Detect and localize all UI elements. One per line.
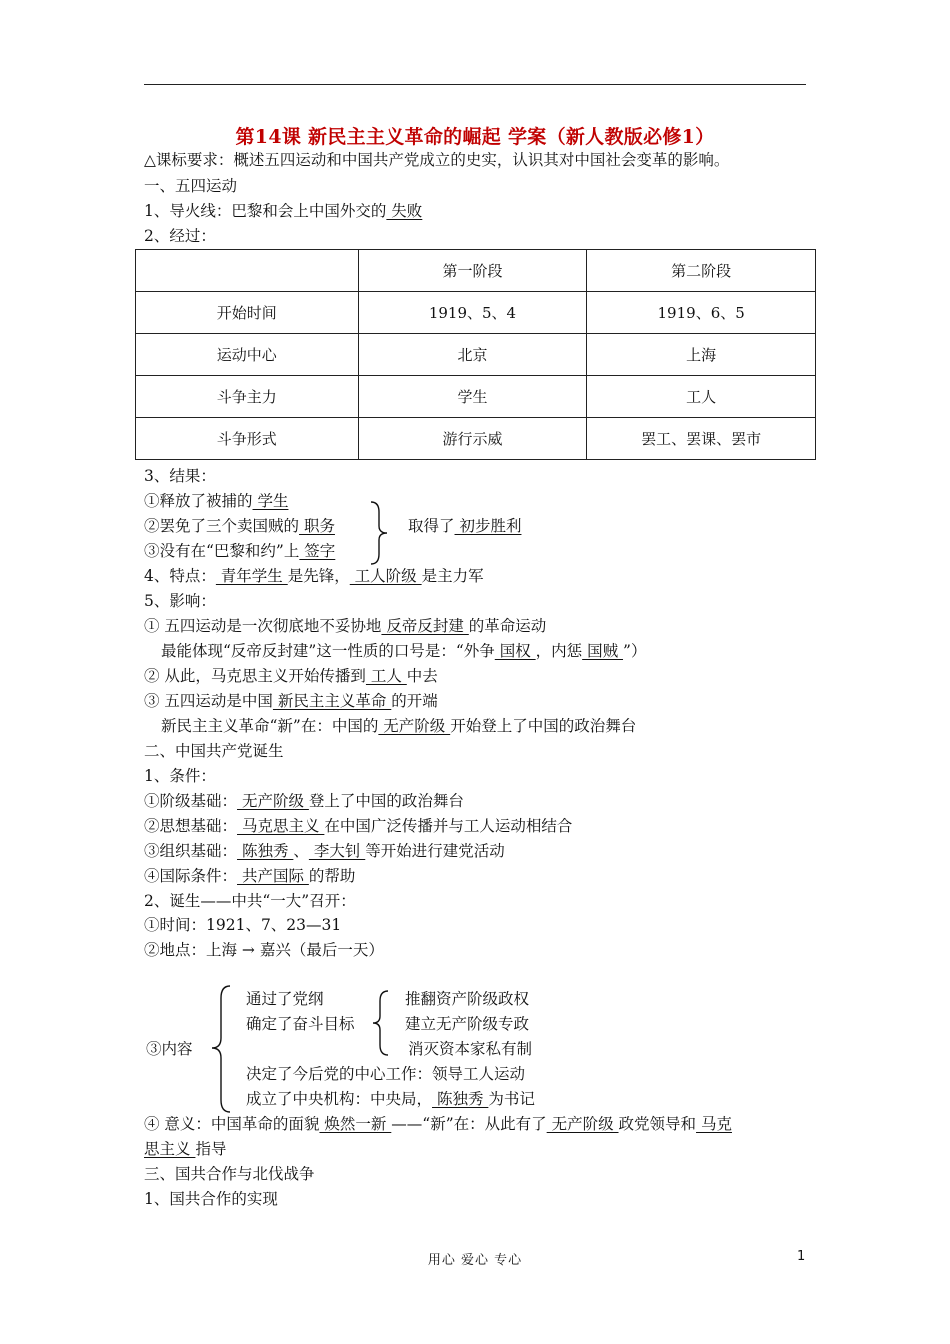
organ-suffix: 为书记 <box>488 1090 535 1108</box>
conditions-label: 1、条件： <box>144 767 216 785</box>
header-rule <box>144 84 806 85</box>
table-cell: 上海 <box>587 334 816 376</box>
goal-3: 消灭资本家私有制 <box>408 1040 533 1058</box>
new-suffix: 开始登上了中国的政治舞台 <box>450 717 637 735</box>
table-header-cell: 第一阶段 <box>358 250 587 292</box>
features-answer-2: 工人阶级 <box>349 567 422 585</box>
condition-1-suffix: 登上了中国的政治舞台 <box>308 792 464 810</box>
condition-4-answer: 共产国际 <box>237 867 309 885</box>
course-requirement: △课标要求：概述五四运动和中国共产党成立的史实，认识其对中国社会变革的影响。 <box>144 151 730 169</box>
significance-line-2 <box>144 1139 226 1159</box>
condition-4-suffix: 的帮助 <box>308 867 356 885</box>
result-3-answer: 签字 <box>299 542 336 560</box>
left-brace-icon <box>208 984 234 1114</box>
significance-answer-3: 马克 <box>696 1115 732 1133</box>
page-title: 第14课 新民主主义革命的崛起 学案（新人教版必修1） <box>235 126 715 148</box>
result-2 <box>144 516 335 536</box>
result-gain-text: 取得了 <box>408 517 455 535</box>
result-3-text: ③没有在“巴黎和约”上 <box>144 542 300 560</box>
table-row <box>136 376 816 418</box>
influence-1-slogan <box>161 641 646 661</box>
table-cell: 1919、5、4 <box>358 292 587 334</box>
condition-1-answer: 无产阶级 <box>237 792 309 810</box>
significance-answer-1: 焕然一新 <box>319 1115 392 1133</box>
features-suffix: 是主力军 <box>421 567 484 585</box>
condition-3-mid: 、 <box>293 842 309 860</box>
section-3-sub-1: 1、国共合作的实现 <box>144 1190 278 1208</box>
process-label: 2、经过： <box>144 227 216 245</box>
influence-3-answer: 新民主主义革命 <box>272 692 392 710</box>
slogan-mid: ，内惩 <box>535 642 583 660</box>
significance-text: ④ 意义：中国革命的面貌 <box>144 1115 320 1133</box>
condition-4-text: ④国际条件： <box>144 867 238 885</box>
content-item-3: 决定了今后党的中心工作：领导工人运动 <box>246 1065 526 1083</box>
table-cell: 罢工、罢课、罢市 <box>587 418 816 460</box>
slogan-suffix: ”） <box>623 642 647 660</box>
features-mid: 是先锋， <box>287 567 350 585</box>
table-cell: 斗争主力 <box>136 376 359 418</box>
birth-line: 2、诞生——中共“一大”召开： <box>144 892 356 910</box>
may-fourth-table <box>135 249 816 460</box>
influence-2-suffix: 中去 <box>406 667 438 685</box>
influence-3-text: ③ 五四运动是中国 <box>144 692 273 710</box>
condition-2-answer: 马克思主义 <box>237 817 325 835</box>
new-text: 新民主主义革命“新”在：中国的 <box>161 717 379 735</box>
organ-text: 成立了中央机构：中央局， <box>246 1090 433 1108</box>
influence-3-new <box>161 716 636 736</box>
condition-3-answer-1: 陈独秀 <box>237 842 294 860</box>
result-gain <box>408 516 521 536</box>
table-cell: 1919、6、5 <box>587 292 816 334</box>
influence-2-answer: 工人 <box>365 667 407 685</box>
condition-3-text: ③组织基础： <box>144 842 238 860</box>
table-cell: 工人 <box>587 376 816 418</box>
new-answer: 无产阶级 <box>378 717 451 735</box>
slogan-text: 最能体现“反帝反封建”这一性质的口号是：“外争 <box>161 642 495 660</box>
page-footer: 用心 爱心 专心 <box>427 1253 523 1268</box>
condition-3-suffix: 等开始进行建党活动 <box>365 842 505 860</box>
table-row <box>136 334 816 376</box>
organ-answer: 陈独秀 <box>432 1090 489 1108</box>
result-gain-answer: 初步胜利 <box>454 517 522 535</box>
table-cell: 斗争形式 <box>136 418 359 460</box>
features-text: 4、特点： <box>144 567 216 585</box>
influence-2 <box>144 666 438 686</box>
content-item-4 <box>246 1089 535 1109</box>
significance-mid-2: 政党领导和 <box>618 1115 697 1133</box>
results-label: 3、结果： <box>144 467 216 485</box>
condition-1-text: ①阶级基础： <box>144 792 238 810</box>
content-item-2: 确定了奋斗目标 <box>246 1015 355 1033</box>
features-answer-1: 青年学生 <box>215 567 288 585</box>
influence-1-text: ① 五四运动是一次彻底地不妥协地 <box>144 617 382 635</box>
content-label: ③内容 <box>146 1040 193 1058</box>
result-2-answer: 职务 <box>299 517 335 535</box>
time-line: ①时间：1921、7、23—31 <box>144 916 342 934</box>
significance-line <box>144 1114 732 1134</box>
influence-2-text: ② 从此，马克思主义开始传播到 <box>144 667 366 685</box>
section-3-heading: 三、国共合作与北伐战争 <box>144 1165 315 1183</box>
result-1-text: ①释放了被捕的 <box>144 492 253 510</box>
condition-2-suffix: 在中国广泛传播并与工人运动相结合 <box>324 817 573 835</box>
trigger-text: 1、导火线：巴黎和会上中国外交的 <box>144 202 387 220</box>
table-cell: 运动中心 <box>136 334 359 376</box>
significance-suffix: 指导 <box>195 1140 227 1158</box>
significance-answer-3-cont: 思主义 <box>144 1140 196 1158</box>
table-row <box>136 418 816 460</box>
condition-4 <box>144 866 355 886</box>
table-cell: 学生 <box>358 376 587 418</box>
table-row <box>136 292 816 334</box>
condition-2 <box>144 816 572 836</box>
influence-label: 5、影响： <box>144 592 216 610</box>
condition-2-text: ②思想基础： <box>144 817 238 835</box>
table-header-row <box>136 250 816 292</box>
section-1-heading: 一、五四运动 <box>144 177 238 195</box>
slogan-answer-2: 国贼 <box>582 642 624 660</box>
influence-3 <box>144 691 438 711</box>
influence-1-answer: 反帝反封建 <box>381 617 469 635</box>
condition-3-answer-2: 李大钊 <box>308 842 366 860</box>
significance-answer-2: 无产阶级 <box>546 1115 619 1133</box>
section-2-heading: 二、中国共产党诞生 <box>144 742 284 760</box>
table-header-cell <box>136 250 359 292</box>
table-cell: 开始时间 <box>136 292 359 334</box>
table-cell: 北京 <box>358 334 587 376</box>
result-1 <box>144 491 288 511</box>
result-3 <box>144 541 335 561</box>
page-number: 1 <box>797 1249 806 1264</box>
goals-brace-icon <box>370 989 392 1057</box>
influence-1-suffix: 的革命运动 <box>468 617 547 635</box>
table-header-cell: 第二阶段 <box>587 250 816 292</box>
influence-3-suffix: 的开端 <box>391 692 438 710</box>
content-item-1: 通过了党纲 <box>246 990 324 1008</box>
slogan-answer-1: 国权 <box>494 642 536 660</box>
result-1-answer: 学生 <box>252 492 289 510</box>
features-line <box>144 566 484 586</box>
trigger-answer: 失败 <box>386 202 423 220</box>
significance-mid: ——“新”在：从此有了 <box>391 1115 547 1133</box>
goal-1: 推翻资产阶级政权 <box>405 990 530 1008</box>
goal-2: 建立无产阶级专政 <box>405 1015 530 1033</box>
right-brace-icon <box>368 500 390 566</box>
place-line: ②地点：上海 → 嘉兴（最后一天） <box>144 941 384 959</box>
table-cell: 游行示威 <box>358 418 587 460</box>
condition-1 <box>144 791 464 811</box>
influence-1 <box>144 616 546 636</box>
trigger-line <box>144 201 422 221</box>
condition-3 <box>144 841 505 861</box>
result-2-text: ②罢免了三个卖国贼的 <box>144 517 300 535</box>
